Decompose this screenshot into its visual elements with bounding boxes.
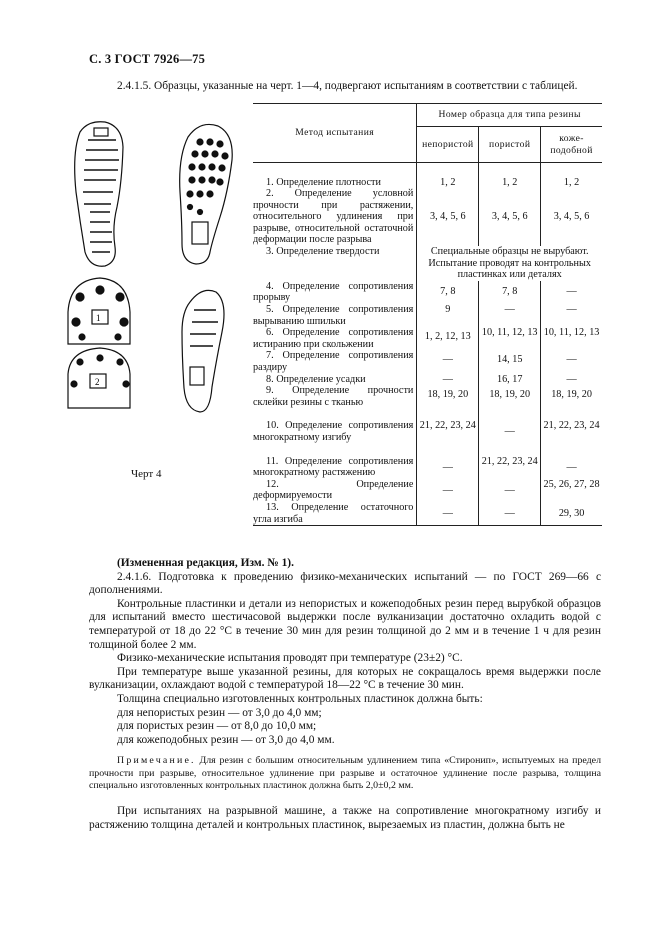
table-row: 13. Определение остаточного угла изгиба — — 29, 30 [253, 502, 602, 526]
sole-figures [60, 112, 250, 512]
paragraph: Толщина специально изготовленных контрольных пластинок должна быть: [117, 692, 483, 705]
note [89, 755, 601, 792]
body-text [89, 557, 601, 832]
list-item: для пористых резин — от 8,0 до 10,0 мм; [117, 720, 317, 733]
col-type-1: непористой [417, 127, 479, 163]
table-row: 2. Определение условной прочности при растяжении, относительного удлинения при разрыве, относительной остаточной деформации после разрыва 3, 4, 5, 6 3, 4, 5, 6 3, 4, 5, 6 [253, 188, 602, 246]
col-group-header: Номер образца для типа резины [417, 104, 602, 127]
sole-drawing-1 [75, 122, 123, 267]
table-row: 4. Определение сопротивления прорыву 7, 8 7, 8 — [253, 281, 602, 304]
page-header: С. 3 ГОСТ 7926—75 [89, 52, 206, 66]
table-row: 5. Определение сопротивления вырыванию шпильки 9 — — [253, 304, 602, 327]
tests-table [253, 103, 602, 526]
col-type-2: пористой [479, 127, 541, 163]
sole-drawing-3 [182, 290, 224, 412]
table-row: 1. Определение плотности 1, 2 1, 2 1, 2 [253, 177, 602, 189]
paragraph: Физико-механические испытания проводят при температуре (23±2) °С. [117, 652, 463, 665]
table-row: 6. Определение сопротивления истиранию при скольжении 1, 2, 12, 13 10, 11, 12, 13 10, 11, 12, 13 [253, 327, 602, 350]
label-2: 2 [95, 377, 100, 387]
paragraph: При температуре выше указанной резины, для которых не сокращалось время выдержки после вулканизации, охлаждают водой с температурой 18—22 °С в течение 30 мин. [89, 665, 601, 692]
table-row: 8. Определение усадки — 16, 17 — [253, 374, 602, 386]
label-1: 1 [96, 313, 101, 323]
paragraph: При испытаниях на разрывной машине, а также на сопротивление многократному изгибу и растяжению толщина деталей и контрольных пластинок, вырезаемых из пластин, должна быть не [89, 805, 601, 831]
table-row: 12. Определение деформируемости — — 25, 26, 27, 28 [253, 479, 602, 502]
paragraph: Контрольные пластинки и детали из непористых и кожеподобных резин перед вырубкой образцов для испытаний вместо шестичасовой выдержки после вулканизации достаточно охладить водой с температурой от 18 до 22 °С в течение 30 мин для резин толщиной до 2 мм и в течение 1 ч для резин толщиной более 2 мм. [89, 597, 601, 651]
figure-caption: Черт 4 [131, 468, 162, 480]
col-type-3: коже-подобной [541, 127, 602, 163]
col-method-header: Метод испытания [253, 104, 417, 163]
table-row: 3. Определение твердости Специальные образцы не вырубают. Испытание проводят на контрольных пластинках или деталях [253, 246, 602, 281]
amendment-note: (Измененная редакция, Изм. № 1). [117, 557, 294, 569]
table-row: 7. Определение сопротивления раздиру — 14, 15 — [253, 350, 602, 373]
table-row: 11. Определение сопротивления многократному растяжению — 21, 22, 23, 24 — [253, 456, 602, 479]
table-row: 9. Определение прочности склейки резины с тканью 18, 19, 20 18, 19, 20 18, 19, 20 [253, 385, 602, 408]
intro-paragraph: 2.4.1.5. Образцы, указанные на черт. 1—4, подвергают испытаниям в соответствии с таблицей. [117, 80, 578, 92]
sole-drawing-2 [180, 124, 233, 264]
heel-drawing-1 [68, 278, 130, 408]
paragraph: 2.4.1.6. Подготовка к проведению физико-механических испытаний — по ГОСТ 269—66 с дополнениями. [89, 570, 601, 597]
list-item: для кожеподобных резин — от 3,0 до 4,0 мм. [117, 733, 335, 746]
note-label: Примечание. [117, 755, 196, 767]
table-row: 10. Определение сопротивления многократному изгибу 21, 22, 23, 24 — 21, 22, 23, 24 [253, 420, 602, 443]
list-item: для непористых резин — от 3,0 до 4,0 мм; [117, 706, 322, 719]
note-text: Для резин с большим относительным удлинением типа «Стиронип», испытуемых на предел прочности при разрыве, относительное удлинение при разрыве и остаточное удлинение после разрыва, толщина специально изготовленных контрольных пластинок должна быть 2,0±0,2 мм. [89, 755, 601, 791]
